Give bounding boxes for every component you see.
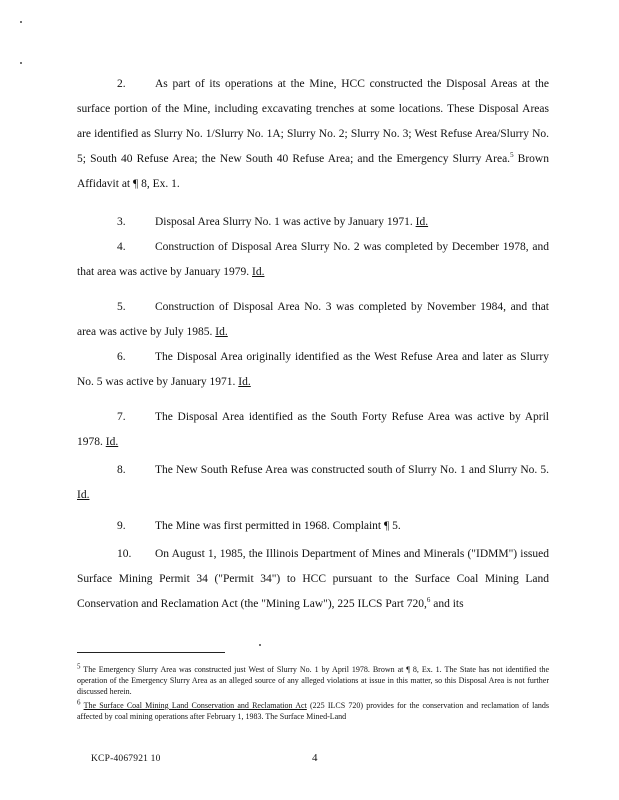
paragraph-text: The Disposal Area originally identified as the West Refuse Area and later as Slurry No. 5 was active by January 1971. (77, 351, 549, 388)
paragraph-6 (77, 345, 549, 395)
paragraph-text: Disposal Area Slurry No. 1 was active by January 1971. (155, 216, 416, 228)
footnote-number: 6 (77, 698, 81, 707)
citation-id: Id. (77, 489, 90, 501)
paragraph-number: 9. (117, 520, 126, 532)
citation-id: Id. (215, 326, 228, 338)
paragraph-9 (77, 514, 549, 539)
footnote-text: The Emergency Slurry Area was constructed just West of Slurry No. 1 by April 1978. Brown at ¶ 8, Ex. 1. The State has not identified the operation of the Emergency Slurry Area as an alleged source of any alleged violations at issue in this matter, so this Disposal Area is not further discussed herein. (77, 665, 549, 696)
footnote-5 (77, 664, 549, 697)
scan-speck (20, 21, 22, 23)
footnote-marker[interactable]: 6 (426, 596, 431, 605)
scan-speck (259, 644, 261, 646)
citation-id: Id. (105, 436, 119, 448)
paragraph-2 (77, 72, 549, 197)
citation-id: Id. (415, 216, 429, 228)
paragraph-number: 7. (117, 411, 126, 423)
paragraph-text: The Mine was first permitted in 1968. Complaint ¶ 5. (155, 520, 401, 532)
footnote-separator (77, 652, 225, 653)
citation-id: Id. (252, 266, 265, 278)
paragraph-4 (77, 235, 549, 285)
footnote-statute-title: The Surface Coal Mining Land Conservation and Reclamation Act (83, 701, 307, 710)
paragraph-text: Brown Affidavit at ¶ 8, Ex. 1. (77, 153, 549, 190)
paragraph-5 (77, 295, 549, 345)
footnote-marker[interactable]: 5 (510, 151, 514, 160)
paragraph-number: 8. (117, 464, 126, 476)
paragraph-number: 6. (117, 351, 126, 363)
paragraph-text: On August 1, 1985, the Illinois Department of Mines and Minerals ("IDMM") issued Surface Mining Permit 34 ("Permit 34") to HCC pursuant to the Surface Coal Mining Land Conservation and Reclamation Act (the "Mining Law"), 225 ILCS Part 720, (77, 548, 549, 610)
scan-speck (20, 62, 22, 64)
paragraph-number: 10. (117, 548, 132, 560)
paragraph-number: 5. (117, 301, 126, 313)
page-number: 4 (312, 752, 318, 764)
footnote-number: 5 (77, 662, 81, 671)
paragraph-number: 4. (117, 241, 126, 253)
paragraph-8 (77, 458, 549, 508)
paragraph-text: The New South Refuse Area was constructed south of Slurry No. 1 and Slurry No. 5. (155, 464, 549, 476)
footnote-6 (77, 700, 549, 722)
paragraph-number: 2. (117, 78, 126, 90)
document-code: KCP-4067921 10 (91, 754, 161, 764)
paragraph-10 (77, 542, 549, 617)
paragraph-3 (77, 210, 549, 235)
paragraph-text: and its (430, 598, 464, 610)
paragraph-text: Construction of Disposal Area No. 3 was completed by November 1984, and that area was active by July 1985. (77, 301, 549, 338)
paragraph-7 (77, 405, 549, 455)
paragraph-text: Construction of Disposal Area Slurry No. 2 was completed by December 1978, and that area was active by January 1979. (77, 241, 549, 278)
footnote-text: (225 ILCS 720) provides for the conservation and reclamation of lands affected by coal mining operations after February 1, 1983. The Surface Mined-Land (77, 701, 549, 721)
paragraph-text: As part of its operations at the Mine, HCC constructed the Disposal Areas at the surface portion of the Mine, including excavating trenches at some locations. These Disposal Areas are identified as Slurry No. 1/Slurry No. 1A; Slurry No. 2; Slurry No. 3; West Refuse Area/Slurry No. 5; South 40 Refuse Area; the New South 40 Refuse Area; and the Emergency Slurry Area. (77, 78, 549, 165)
citation-id: Id. (238, 376, 251, 388)
paragraph-number: 3. (117, 216, 126, 228)
paragraph-text: The Disposal Area identified as the South Forty Refuse Area was active by April 1978. (77, 411, 549, 448)
